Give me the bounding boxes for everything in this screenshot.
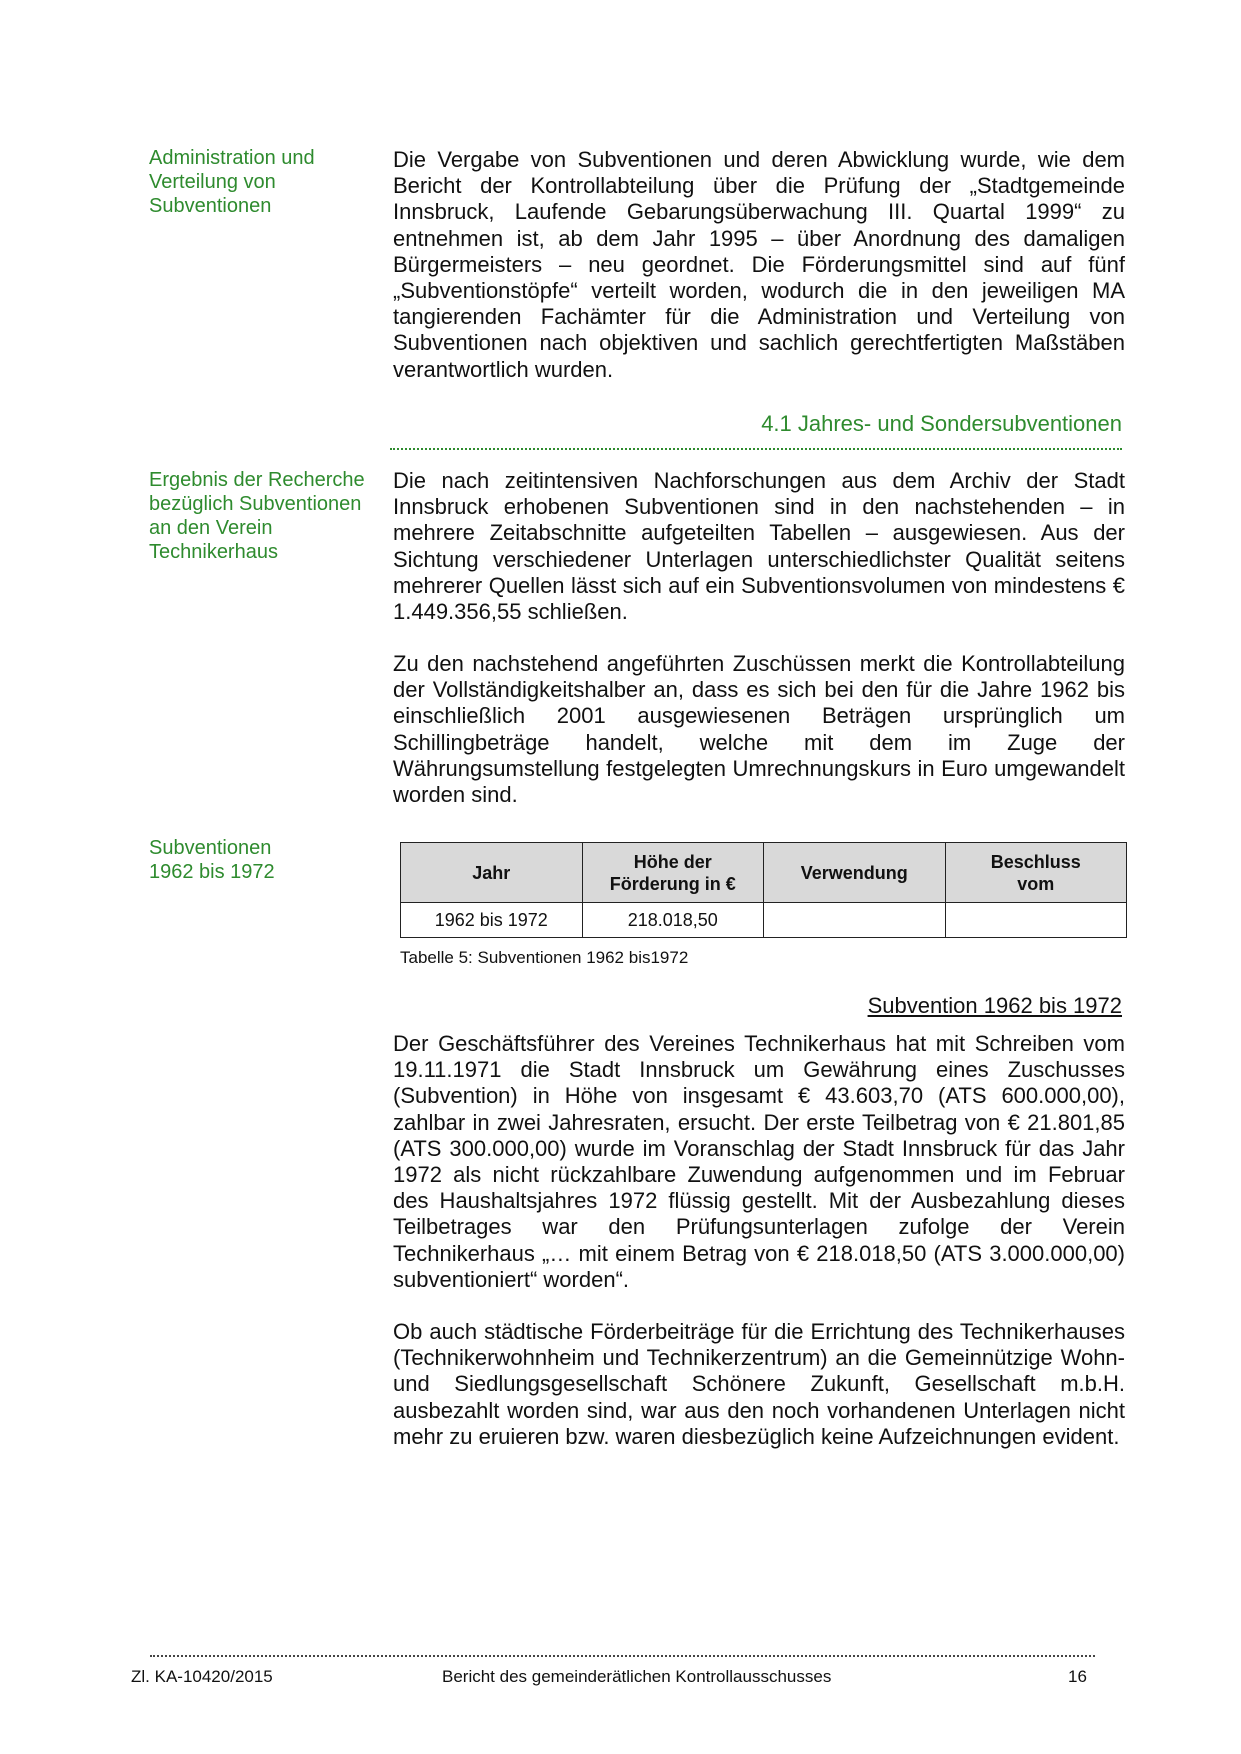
paragraph-administration: Die Vergabe von Subventionen und deren Abwicklung wurde, wie dem Bericht der Kontrollabteilung über die Prüfung der „Stadtgemeinde Innsbruck, Laufende Gebarungsüberwachung III. Quartal 1999“ zu entnehmen ist, ab dem Jahr 1995 – über Anordnung des damaligen Bürgermeisters – neu geordnet. Die Förderungsmittel sind auf fünf „Subventionstöpfe“ verteilt worden, wodurch die in den jeweiligen MA tangierenden Fachämter für die Administration und Verteilung von Subventionen nach objektiven und sachlich gerechtfertigten Maßstäben verantwortlich wurden. (393, 147, 1125, 382)
cell-jahr: 1962 bis 1972 (401, 903, 583, 938)
paragraph-foerderbeitraege: Ob auch städtische Förderbeiträge für die Errichtung des Technikerhauses (Technikerwohnheim und Technikerzentrum) an die Gemeinnützige Wohn- und Siedlungsgesellschaft Schönere Zukunft, Gesellschaft m.b.H. ausbezahlt worden sind, war aus den noch vorhandenen Unterlagen nicht mehr zu eruieren bzw. waren diesbezüglich keine Aufzeichnungen evident. (393, 1319, 1125, 1449)
paragraph-schilling-note: Zu den nachstehend angeführten Zuschüssen merkt die Kontrollabteilung der Vollständigkeitshalber an, dass es sich bei den für die Jahre 1962 bis einschließlich 2001 ausgewiesenen Beträgen ursprünglich um Schillingbeträge handelt, welche mit dem im Zuge der Währungsumstellung festgelegten Umrechnungskurs in Euro umgewandelt worden sind. (393, 651, 1125, 808)
table-caption: Tabelle 5: Subventionen 1962 bis1972 (400, 948, 689, 967)
header-jahr: Jahr (401, 843, 583, 903)
cell-hoehe: 218.018,50 (582, 903, 764, 938)
paragraph-geschaeftsfuehrer: Der Geschäftsführer des Vereines Technikerhaus hat mit Schreiben vom 19.11.1971 die Stadt Innsbruck um Gewährung eines Zuschusses (Subvention) in Höhe von insgesamt € 43.603,70 (ATS 600.000,00), zahlbar in zwei Jahresraten, ersucht. Der erste Teilbetrag von € 21.801,85 (ATS 300.000,00) wurde im Voranschlag der Stadt Innsbruck für das Jahr 1972 als nicht rückzahlbare Zuwendung aufgenommen und im Februar des Haushaltsjahres 1972 flüssig gestellt. Mit der Ausbezahlung dieses Teilbetrages war den Prüfungsunterlagen zufolge der Verein Technikerhaus „… mit einem Betrag von € 218.018,50 (ATS 3.000.000,00) subventioniert“ worden“. (393, 1031, 1125, 1292)
margin-note-subventionen: Subventionen 1962 bis 1972 (149, 837, 275, 883)
table-row (401, 903, 1127, 938)
table-header-row (401, 843, 1127, 903)
margin-note-ergebnis: Ergebnis der Recherche bezüglich Subventionen an den Verein Technikerhaus (149, 469, 365, 563)
header-verwendung: Verwendung (764, 843, 946, 903)
footer-title: Bericht des gemeinderätlichen Kontrollausschusses (442, 1667, 832, 1686)
footer-reference: Zl. KA-10420/2015 (131, 1667, 273, 1686)
footer-divider (150, 1655, 1095, 1657)
header-hoehe: Höhe der Förderung in € (582, 843, 764, 903)
cell-verwendung (764, 903, 946, 938)
page-number: 16 (1068, 1667, 1087, 1686)
subsidy-table (400, 842, 1127, 938)
paragraph-recherche: Die nach zeitintensiven Nachforschungen aus dem Archiv der Stadt Innsbruck erhobenen Subventionen sind in den nachstehenden – in mehrere Zeitabschnitte aufgeteilten Tabellen – ausgewiesen. Aus der Sichtung verschiedener Unterlagen unterschiedlichster Qualität seitens mehrerer Quellen lässt sich auf ein Subventionsvolumen von mindestens € 1.449.356,55 schließen. (393, 468, 1125, 625)
cell-beschluss (945, 903, 1127, 938)
margin-note-administration: Administration und Verteilung von Subventionen (149, 147, 315, 217)
header-beschluss: Beschluss vom (945, 843, 1127, 903)
section-heading: 4.1 Jahres- und Sondersubventionen (390, 410, 1122, 450)
sub-heading: Subvention 1962 bis 1972 (867, 993, 1122, 1018)
